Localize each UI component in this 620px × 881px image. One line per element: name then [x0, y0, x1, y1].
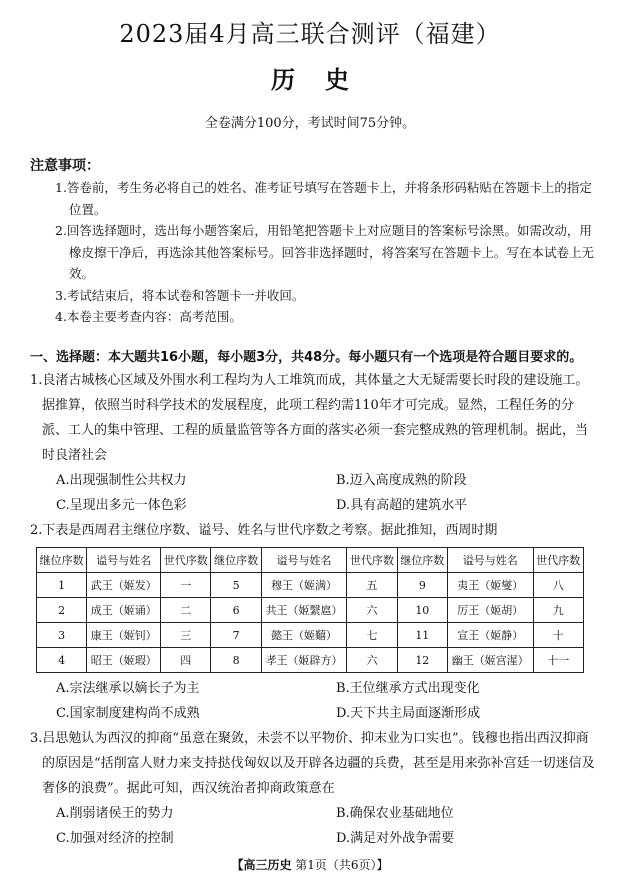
table-cell: 十一 — [533, 648, 583, 673]
question-stem: 3.吕思勉认为西汉的抑商“虽意在聚敛，未尝不以平物价、抑末业为口实也”。钱穆也指出西汉抑商的原因是“括削富人财力来支持挞伐匈奴以及开辟各边疆的兵费，甚至是用来弥补宫廷一切迷信及奢侈的浪费”。据此可知，西汉统治者抑商政策意在 — [30, 731, 595, 796]
option-row — [30, 676, 595, 701]
option-row — [30, 493, 595, 518]
notes-item: 3.考试结束后，将本试卷和答题卡一并收回。 — [55, 287, 305, 303]
option-a: A.出现强制性公共权力 — [56, 473, 187, 488]
table-cell: 二 — [161, 598, 211, 623]
table-cell: 1 — [37, 573, 87, 598]
table-cell: 共王（姬繄扈） — [261, 598, 347, 623]
option-a: A.削弱诸侯王的势力 — [56, 806, 174, 821]
table-cell: 2 — [37, 598, 87, 623]
table-cell: 10 — [397, 598, 447, 623]
section-heading: 一、选择题：本大题共16小题，每小题3分，共48分。每小题只有一个选项是符合题目要求的。 — [30, 350, 583, 365]
table-cell: 三 — [161, 623, 211, 648]
table-header-cell: 世代序数 — [533, 548, 583, 573]
table-cell: 7 — [211, 623, 261, 648]
table-cell: 4 — [37, 648, 87, 673]
question-2 — [30, 518, 595, 543]
question-stem: 1.良渚古城核心区域及外围水利工程均为人工堆筑而成，其体量之大无疑需要长时段的建设施工。据推算，依照当时科学技术的发展程度，此项工程约需110年才可完成。显然，工程任务的分派、工人的集中管理、工程的质量监管等各方面的落实必须一套完整成熟的管理机制。据此，当时良渚社会 — [30, 373, 589, 463]
table-cell: 幽王（姬宫湦） — [447, 648, 533, 673]
page-footer — [0, 856, 620, 873]
notes-item: 1.答卷前，考生务必将自己的姓名、准考证号填写在答题卡上，并将条形码粘贴在答题卡上的指定位置。 — [55, 180, 592, 217]
table-cell: 懿王（姬囏） — [261, 623, 347, 648]
table-cell: 5 — [211, 573, 261, 598]
option-c: C.加强对经济的控制 — [56, 831, 174, 846]
footer-label: 【高三历史 — [231, 858, 292, 872]
table-cell: 六 — [347, 648, 397, 673]
table-cell: 六 — [347, 598, 397, 623]
table-cell: 厉王（姬胡） — [447, 598, 533, 623]
table-cell: 12 — [397, 648, 447, 673]
option-c: C.呈现出多元一体色彩 — [56, 498, 187, 513]
table-header-cell: 继位序数 — [397, 548, 447, 573]
notes-heading: 注意事项： — [30, 158, 100, 174]
table-row — [37, 573, 584, 598]
table-cell: 夷王（姬燮） — [447, 573, 533, 598]
option-d: D.具有高超的建筑水平 — [336, 498, 468, 513]
option-d: D.满足对外战争需要 — [336, 831, 455, 846]
notes-list — [55, 177, 600, 328]
table-header-row — [37, 548, 584, 573]
notes-item: 4.本卷主要考查内容：高考范围。 — [55, 309, 242, 324]
option-row — [30, 801, 595, 826]
table-header-cell: 世代序数 — [347, 548, 397, 573]
table-row — [37, 598, 584, 623]
question-3 — [30, 726, 595, 851]
table-header-cell: 世代序数 — [161, 548, 211, 573]
table-cell: 3 — [37, 623, 87, 648]
table-header-cell: 谥号与姓名 — [261, 548, 347, 573]
table-cell: 6 — [211, 598, 261, 623]
table-cell: 9 — [397, 573, 447, 598]
table-cell: 四 — [161, 648, 211, 673]
reign-table — [36, 547, 584, 673]
table-header-cell: 谥号与姓名 — [447, 548, 533, 573]
table-cell: 昭王（姬瑕） — [87, 648, 161, 673]
question-2-options — [30, 676, 595, 726]
table-cell: 成王（姬诵） — [87, 598, 161, 623]
option-row — [30, 701, 595, 726]
exam-info: 全卷满分100分，考试时间75分钟。 — [204, 116, 416, 131]
option-c: C.国家制度建构尚不成熟 — [56, 706, 200, 721]
subject-title: 历史 — [271, 65, 379, 94]
table-cell: 孝王（姬辟方） — [261, 648, 347, 673]
table-cell: 八 — [533, 573, 583, 598]
table-cell: 武王（姬发） — [87, 573, 161, 598]
table-cell: 康王（姬钊） — [87, 623, 161, 648]
table-row — [37, 648, 584, 673]
option-d: D.天下共主局面逐渐形成 — [336, 706, 481, 721]
table-cell: 宣王（姬静） — [447, 623, 533, 648]
table-row — [37, 623, 584, 648]
table-cell: 11 — [397, 623, 447, 648]
option-b: B.确保农业基础地位 — [336, 806, 454, 821]
option-b: B.迈入高度成熟的阶段 — [336, 473, 467, 488]
table-cell: 十 — [533, 623, 583, 648]
table-header-cell: 继位序数 — [37, 548, 87, 573]
question-1 — [30, 368, 595, 518]
table-cell: 七 — [347, 623, 397, 648]
table-cell: 一 — [161, 573, 211, 598]
notes-item: 2.回答选择题时，选出每小题答案后，用铅笔把答题卡上对应题目的答案标号涂黑。如需改动，用橡皮擦干净后，再选涂其他答案标号。回答非选择题时，将答案写在答题卡上。写在本试卷上无效。 — [55, 223, 595, 281]
table-cell: 九 — [533, 598, 583, 623]
option-row — [30, 826, 595, 851]
option-row — [30, 468, 595, 493]
table-header-cell: 谥号与姓名 — [87, 548, 161, 573]
option-a: A.宗法继承以嫡长子为主 — [56, 681, 200, 696]
table-header-cell: 继位序数 — [211, 548, 261, 573]
footer-page-number: 第1页（共6页）】 — [295, 858, 389, 872]
table-cell: 五 — [347, 573, 397, 598]
table-cell: 8 — [211, 648, 261, 673]
question-stem: 2.下表是西周君主继位序数、谥号、姓名与世代序数之考察。据此推知，西周时期 — [30, 523, 498, 538]
table-cell: 穆王（姬满） — [261, 573, 347, 598]
option-b: B.王位继承方式出现变化 — [336, 681, 480, 696]
exam-title: 2023届4月高三联合测评（福建） — [119, 20, 501, 48]
